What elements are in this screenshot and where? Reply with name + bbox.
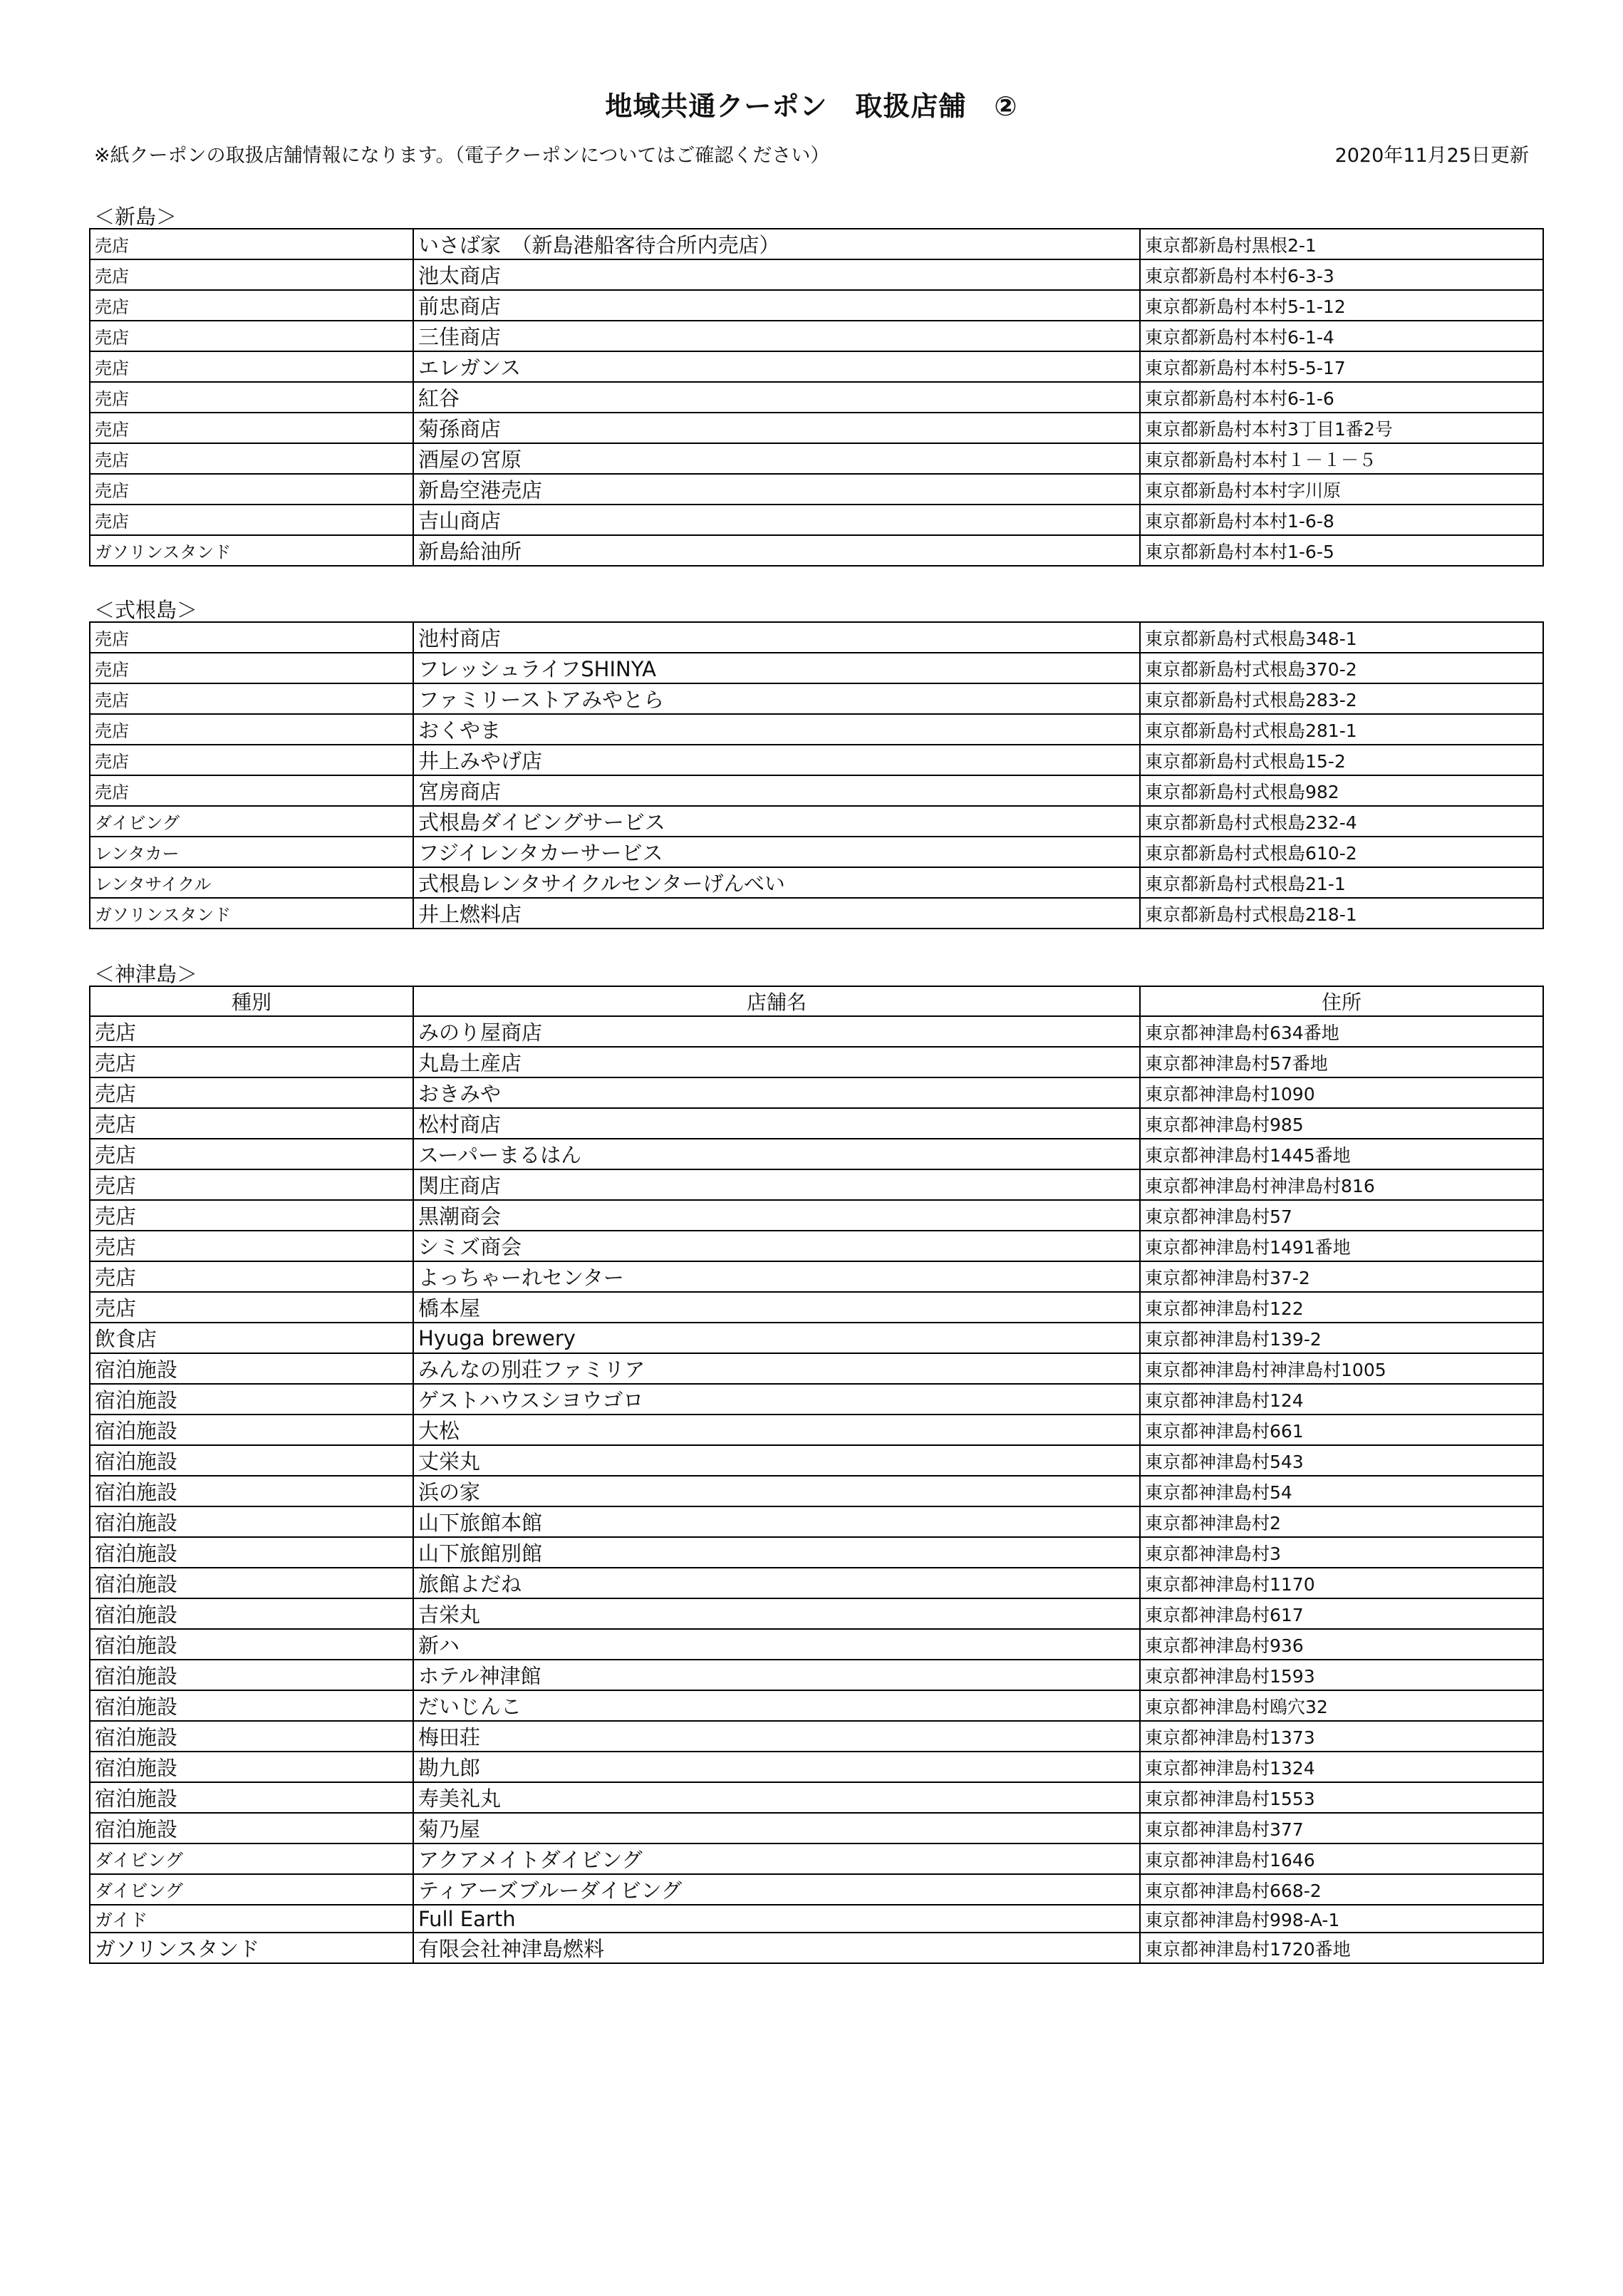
store-address: 東京都新島村式根島21-1 [1140, 867, 1543, 898]
store-name: エレガンス [413, 351, 1140, 382]
store-address: 東京都神津島村1445番地 [1140, 1139, 1543, 1169]
store-address: 東京都神津島村2 [1140, 1506, 1543, 1537]
store-name: だいじんこ [413, 1690, 1140, 1721]
table-row [90, 898, 1543, 929]
store-name: 宮房商店 [413, 775, 1140, 806]
table-row [90, 259, 1543, 290]
table-header-row [90, 986, 1543, 1016]
store-address: 東京都新島村本村6-3-3 [1140, 259, 1543, 290]
store-address: 東京都新島村式根島281-1 [1140, 714, 1543, 745]
store-address: 東京都神津島村122 [1140, 1292, 1543, 1323]
store-type: 売店 [90, 1292, 413, 1323]
store-type: 売店 [90, 1016, 413, 1047]
table-row [90, 1568, 1543, 1598]
store-address: 東京都神津島村617 [1140, 1598, 1543, 1629]
table-row [90, 867, 1543, 898]
page-title: 地域共通クーポン 取扱店舗 ② [605, 91, 1018, 122]
table-row [90, 229, 1543, 259]
table-row [90, 745, 1543, 775]
store-type: 宿泊施設 [90, 1537, 413, 1568]
table-row [90, 443, 1543, 474]
store-address: 東京都神津島村3 [1140, 1537, 1543, 1568]
store-type: 売店 [90, 714, 413, 745]
store-address: 東京都神津島村985 [1140, 1108, 1543, 1139]
table-row [90, 505, 1543, 535]
store-type: 宿泊施設 [90, 1415, 413, 1445]
table-row [90, 806, 1543, 837]
store-name: おくやま [413, 714, 1140, 745]
table-row [90, 1874, 1543, 1905]
store-type: 宿泊施設 [90, 1660, 413, 1690]
store-address: 東京都神津島村1090 [1140, 1077, 1543, 1108]
store-address: 東京都神津島村37-2 [1140, 1261, 1543, 1292]
table-row [90, 1782, 1543, 1813]
store-name: 山下旅館本館 [413, 1506, 1140, 1537]
store-address: 東京都神津島村998-A-1 [1140, 1905, 1543, 1933]
store-address: 東京都新島村式根島370-2 [1140, 653, 1543, 683]
store-address: 東京都神津島村543 [1140, 1445, 1543, 1476]
store-name: Full Earth [413, 1905, 1140, 1933]
store-type: 売店 [90, 775, 413, 806]
store-type: 売店 [90, 382, 413, 413]
store-type: 売店 [90, 1231, 413, 1261]
table-row [90, 714, 1543, 745]
store-name: 紅谷 [413, 382, 1140, 413]
store-address: 東京都神津島村1170 [1140, 1568, 1543, 1598]
store-address: 東京都神津島村57 [1140, 1200, 1543, 1231]
store-type: レンタカー [90, 837, 413, 867]
store-name: ゲストハウスシヨウゴロ [413, 1384, 1140, 1415]
store-name: 井上みやげ店 [413, 745, 1140, 775]
table-row [90, 1169, 1543, 1200]
store-type: 宿泊施設 [90, 1384, 413, 1415]
store-name: 丸島土産店 [413, 1047, 1140, 1077]
store-type: 売店 [90, 683, 413, 714]
table-row [90, 1598, 1543, 1629]
table-row [90, 1108, 1543, 1139]
store-name: 旅館よだね [413, 1568, 1140, 1598]
store-type: ダイビング [90, 806, 413, 837]
store-address: 東京都神津島村139-2 [1140, 1323, 1543, 1353]
store-address: 東京都新島村本村6-1-6 [1140, 382, 1543, 413]
table-row [90, 290, 1543, 321]
store-address: 東京都新島村本村3丁目1番2号 [1140, 413, 1543, 443]
store-address: 東京都新島村本村字川原 [1140, 474, 1543, 505]
store-type: 売店 [90, 1200, 413, 1231]
store-type: 売店 [90, 653, 413, 683]
store-type: 宿泊施設 [90, 1506, 413, 1537]
store-name: 松村商店 [413, 1108, 1140, 1139]
store-name: 式根島レンタサイクルセンターげんべい [413, 867, 1140, 898]
table-row [90, 1353, 1543, 1384]
table-row [90, 775, 1543, 806]
store-type: 売店 [90, 622, 413, 653]
table-row [90, 1813, 1543, 1843]
store-name: 菊乃屋 [413, 1813, 1140, 1843]
table-row [90, 1752, 1543, 1782]
table-row [90, 474, 1543, 505]
store-name: フレッシュライフSHINYA [413, 653, 1140, 683]
store-name: 三佳商店 [413, 321, 1140, 351]
store-address: 東京都神津島村54 [1140, 1476, 1543, 1506]
store-name: 式根島ダイビングサービス [413, 806, 1140, 837]
store-name: 酒屋の宮原 [413, 443, 1140, 474]
store-name: 丈栄丸 [413, 1445, 1140, 1476]
store-name: みんなの別荘ファミリア [413, 1353, 1140, 1384]
store-address: 東京都神津島村1491番地 [1140, 1231, 1543, 1261]
table-row [90, 1629, 1543, 1660]
table-row [90, 321, 1543, 351]
header-address: 住所 [1140, 986, 1543, 1016]
table-row [90, 1933, 1543, 1963]
store-name: 有限会社神津島燃料 [413, 1933, 1140, 1963]
store-type: 売店 [90, 1139, 413, 1169]
header-store-name: 店舗名 [413, 986, 1140, 1016]
store-address: 東京都神津島村1646 [1140, 1843, 1543, 1874]
store-address: 東京都神津島村936 [1140, 1629, 1543, 1660]
store-type: 売店 [90, 1047, 413, 1077]
store-name: 寿美礼丸 [413, 1782, 1140, 1813]
store-type: 宿泊施設 [90, 1353, 413, 1384]
header-type: 種別 [90, 986, 413, 1016]
store-name: よっちゃーれセンター [413, 1261, 1140, 1292]
store-address: 東京都新島村本村5-1-12 [1140, 290, 1543, 321]
store-address: 東京都神津島村神津島村1005 [1140, 1353, 1543, 1384]
store-name: 新島給油所 [413, 535, 1140, 566]
table-row [90, 1261, 1543, 1292]
table-row [90, 1690, 1543, 1721]
store-type: 売店 [90, 505, 413, 535]
store-type: 売店 [90, 290, 413, 321]
table-row [90, 683, 1543, 714]
table-row [90, 1476, 1543, 1506]
store-name: 黒潮商会 [413, 1200, 1140, 1231]
store-name: ホテル神津館 [413, 1660, 1140, 1690]
store-type: 宿泊施設 [90, 1690, 413, 1721]
store-name: 池太商店 [413, 259, 1140, 290]
store-name: 井上燃料店 [413, 898, 1140, 929]
store-type: 宿泊施設 [90, 1721, 413, 1752]
store-address: 東京都新島村式根島283-2 [1140, 683, 1543, 714]
store-name: 菊孫商店 [413, 413, 1140, 443]
store-name: 山下旅館別館 [413, 1537, 1140, 1568]
table-row [90, 622, 1543, 653]
store-address: 東京都新島村式根島348-1 [1140, 622, 1543, 653]
store-name: 吉山商店 [413, 505, 1140, 535]
store-name: みのり屋商店 [413, 1016, 1140, 1047]
store-type: 売店 [90, 259, 413, 290]
store-address: 東京都新島村本村6-1-4 [1140, 321, 1543, 351]
table-row [90, 413, 1543, 443]
store-type: 宿泊施設 [90, 1813, 413, 1843]
store-type: 宿泊施設 [90, 1476, 413, 1506]
store-type: 売店 [90, 1108, 413, 1139]
store-type: ガソリンスタンド [90, 1933, 413, 1963]
table-row [90, 1139, 1543, 1169]
table-row [90, 837, 1543, 867]
store-name: 関庄商店 [413, 1169, 1140, 1200]
store-table-shikinejima [89, 621, 1544, 929]
table-row [90, 1843, 1543, 1874]
store-address: 東京都神津島村57番地 [1140, 1047, 1543, 1077]
section-label-niijima: ＜新島＞ [94, 205, 177, 229]
table-row [90, 382, 1543, 413]
store-address: 東京都神津島村1593 [1140, 1660, 1543, 1690]
store-type: 売店 [90, 413, 413, 443]
store-type: ガイド [90, 1905, 413, 1933]
store-type: 売店 [90, 1261, 413, 1292]
table-row [90, 1660, 1543, 1690]
section-label-kozushima: ＜神津島＞ [94, 962, 198, 986]
store-name: Hyuga brewery [413, 1323, 1140, 1353]
store-name: 前忠商店 [413, 290, 1140, 321]
store-table-kozushima [89, 986, 1544, 1964]
store-name: 池村商店 [413, 622, 1140, 653]
store-address: 東京都新島村本村5-5-17 [1140, 351, 1543, 382]
store-type: 宿泊施設 [90, 1598, 413, 1629]
store-type: 宿泊施設 [90, 1629, 413, 1660]
store-type: レンタサイクル [90, 867, 413, 898]
table-row [90, 1905, 1543, 1933]
store-name: 浜の家 [413, 1476, 1140, 1506]
store-type: 宿泊施設 [90, 1568, 413, 1598]
notice-text: ※紙クーポンの取扱店舗情報になります。（電子クーポンについてはご確認ください） [94, 145, 830, 167]
table-row [90, 1231, 1543, 1261]
store-name: おきみや [413, 1077, 1140, 1108]
store-address: 東京都新島村式根島982 [1140, 775, 1543, 806]
store-name: ティアーズブルーダイビング [413, 1874, 1140, 1905]
store-address: 東京都新島村黒根2-1 [1140, 229, 1543, 259]
store-name: 勘九郎 [413, 1752, 1140, 1782]
store-table-niijima [89, 228, 1544, 567]
store-name: アクアメイトダイビング [413, 1843, 1140, 1874]
store-address: 東京都神津島村377 [1140, 1813, 1543, 1843]
store-address: 東京都神津島村668-2 [1140, 1874, 1543, 1905]
store-address: 東京都神津島村1553 [1140, 1782, 1543, 1813]
store-name: 大松 [413, 1415, 1140, 1445]
store-name: 吉栄丸 [413, 1598, 1140, 1629]
table-row [90, 1384, 1543, 1415]
store-type: ダイビング [90, 1843, 413, 1874]
store-address: 東京都神津島村神津島村816 [1140, 1169, 1543, 1200]
store-type: ガソリンスタンド [90, 535, 413, 566]
store-name: いさば家 （新島港船客待合所内売店） [413, 229, 1140, 259]
store-address: 東京都新島村式根島15-2 [1140, 745, 1543, 775]
store-type: 宿泊施設 [90, 1445, 413, 1476]
table-row [90, 653, 1543, 683]
store-type: 売店 [90, 351, 413, 382]
store-name: フジイレンタカーサービス [413, 837, 1140, 867]
updated-date: 2020年11月25日更新 [1334, 145, 1529, 167]
store-type: 売店 [90, 229, 413, 259]
table-row [90, 1415, 1543, 1445]
store-name: 橋本屋 [413, 1292, 1140, 1323]
store-name: スーパーまるはん [413, 1139, 1140, 1169]
store-name: 新ハ [413, 1629, 1140, 1660]
table-row [90, 1506, 1543, 1537]
store-type: 宿泊施設 [90, 1782, 413, 1813]
store-type: 宿泊施設 [90, 1752, 413, 1782]
store-type: ダイビング [90, 1874, 413, 1905]
table-row [90, 1537, 1543, 1568]
store-address: 東京都神津島村1720番地 [1140, 1933, 1543, 1963]
store-type: 飲食店 [90, 1323, 413, 1353]
table-row [90, 1445, 1543, 1476]
table-row [90, 1323, 1543, 1353]
store-address: 東京都神津島村124 [1140, 1384, 1543, 1415]
table-row [90, 1292, 1543, 1323]
store-type: 売店 [90, 321, 413, 351]
store-address: 東京都新島村式根島218-1 [1140, 898, 1543, 929]
store-type: 売店 [90, 1077, 413, 1108]
store-type: 売店 [90, 443, 413, 474]
store-address: 東京都新島村本村1-6-8 [1140, 505, 1543, 535]
store-address: 東京都新島村式根島610-2 [1140, 837, 1543, 867]
table-row [90, 351, 1543, 382]
table-row [90, 1016, 1543, 1047]
store-address: 東京都新島村本村１－１－５ [1140, 443, 1543, 474]
table-row [90, 1721, 1543, 1752]
table-row [90, 1200, 1543, 1231]
section-label-shikinejima: ＜式根島＞ [94, 598, 198, 622]
store-address: 東京都神津島村1324 [1140, 1752, 1543, 1782]
store-name: ファミリーストアみやとら [413, 683, 1140, 714]
store-address: 東京都神津島村鴎穴32 [1140, 1690, 1543, 1721]
store-name: シミズ商会 [413, 1231, 1140, 1261]
store-type: 売店 [90, 1169, 413, 1200]
store-name: 新島空港売店 [413, 474, 1140, 505]
store-type: ガソリンスタンド [90, 898, 413, 929]
store-address: 東京都神津島村634番地 [1140, 1016, 1543, 1047]
table-row [90, 1077, 1543, 1108]
store-type: 売店 [90, 745, 413, 775]
store-address: 東京都新島村式根島232-4 [1140, 806, 1543, 837]
store-name: 梅田荘 [413, 1721, 1140, 1752]
store-address: 東京都神津島村1373 [1140, 1721, 1543, 1752]
store-address: 東京都神津島村661 [1140, 1415, 1543, 1445]
store-type: 売店 [90, 474, 413, 505]
table-row [90, 1047, 1543, 1077]
table-row [90, 535, 1543, 566]
store-address: 東京都新島村本村1-6-5 [1140, 535, 1543, 566]
